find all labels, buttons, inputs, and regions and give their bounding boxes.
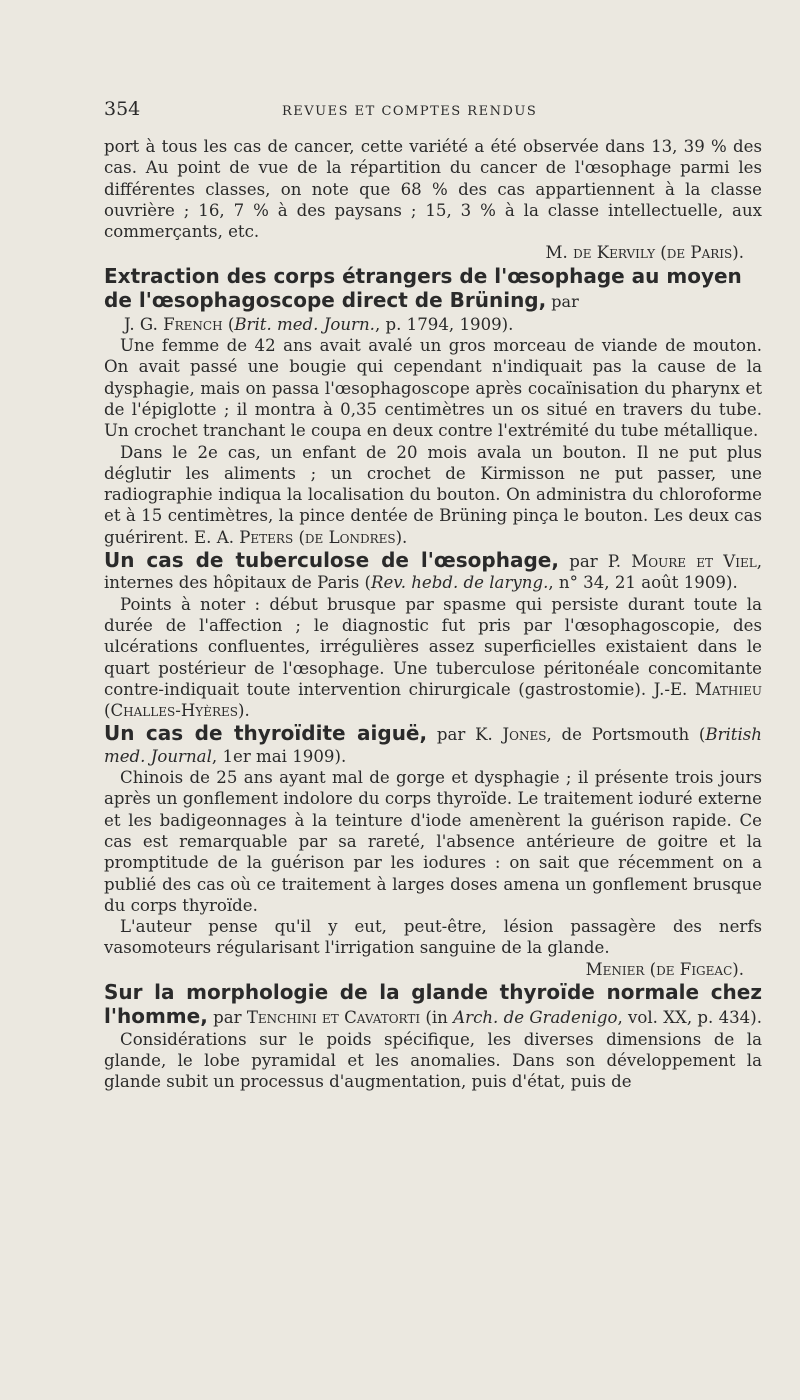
journal-name: Rev. hebd. de laryng. <box>370 573 549 593</box>
article-signature <box>104 959 762 980</box>
title-text: Un cas de tuberculose de l'œsophage, <box>104 548 559 573</box>
citation-rest: (in <box>420 1008 454 1028</box>
article-paragraph: Considérations sur le poids spécifique, les diverses dimensions de la glande, le lobe pyramidal et les anomalies. Dans son développement la glande subit un processus d'augmentation, puis d'état, puis de <box>104 1029 762 1092</box>
citation-rest: , internes des hôpitaux de Paris ( <box>104 552 762 593</box>
paragraph-text: Dans le 2e cas, un enfant de 20 mois avala un bouton. Il ne put plus déglutir les aliments ; un crochet de Kirmisson ne put passer, une radiographie indiqua la localisation du bouton. On administra du chloroforme et à 15 centimètres, la pince dentée de Brüning pinça le bouton. Les deux cas guérirent. <box>104 442 762 547</box>
author: J. G. French <box>124 314 223 334</box>
citation-tail: , vol. XX, p. 434). <box>617 1008 762 1028</box>
signature-text: Menier (de Figeac). <box>585 959 744 979</box>
intro-signature <box>104 242 762 263</box>
article-heading <box>104 721 762 767</box>
article-heading <box>104 980 762 1029</box>
citation-tail: , 1er mai 1909). <box>211 746 347 766</box>
article-paragraph: Chinois de 25 ans ayant mal de gorge et dysphagie ; il présente trois jours après un gonflement indolore du corps thyroïde. Le traitement ioduré externe et les badigeonnages à la teinture d'iode amenèrent la guérison rapide. Ce cas est remarquable par sa rareté, l'absence antérieure de goitre et la promptitude de la guérison par les iodures : on sait que récemment on a publié des cas où ce traitement à larges doses amena un gonflement brusque du corps thyroïde. <box>104 768 762 915</box>
article-paragraph <box>104 594 762 722</box>
author: K. Jones <box>475 725 547 745</box>
article-foreign-body-extraction <box>104 264 762 548</box>
title-text: Extraction des corps étrangers de l'œsophage au moyen de l'œsophagoscope direct de Brüning, <box>104 263 742 312</box>
title-text: Un cas de thyroïdite aiguë, <box>104 721 428 746</box>
page-header <box>104 98 762 124</box>
title-text: Sur la morphologie de la glande thyroïde normale chez l'homme, <box>104 979 762 1029</box>
author: P. Moure et Viel <box>607 552 757 572</box>
article-thyroid-morphology <box>104 980 762 1092</box>
article-signature: J.-E. Mathieu (Challes-Hyères). <box>104 679 762 721</box>
journal-name: British med. Journal <box>104 725 762 766</box>
citation-rest: , p. 1794, 1909). <box>374 314 514 334</box>
article-paragraph: Une femme de 42 ans avait avalé un gros morceau de viande de mouton. On avait passé une bougie qui cependant n'indiquait pas la cause de la dysphagie, mais on passa l'œsophagoscope après cocaïnisation du pharynx et de l'épiglotte ; il montra à 0,35 centimètres un os situé en travers du tube. Un crochet tranchant le coupa en deux contre l'extrémité du tube métallique. <box>104 336 762 441</box>
article-title <box>104 264 762 314</box>
running-head: REVUES ET COMPTES RENDUS <box>282 104 538 119</box>
intro-paragraph: port à tous les cas de cancer, cette variété a été observée dans 13, 39 % des cas. Au point de vue de la répartition du cancer de l'œsophage parmi les différentes classes, on note que 68 % des cas appartiennent à la classe ouvrière ; 16, 7 % à des paysans ; 15, 3 % à la classe intellectuelle, aux commerçants, etc. <box>104 137 762 242</box>
byline-par: par <box>546 291 579 311</box>
article-citation <box>104 314 762 335</box>
article-paragraph <box>104 442 762 548</box>
paragraph-text: Points à noter : début brusque par spasme qui persiste durant toute la durée de l'affection ; le diagnostic fut pris par l'œsophagoscopie, des ulcérations confluentes, irrégulières assez superficielles existaient dans le quart postérieur de l'œsophage. Une tuberculose péritonéale concomitante contre-indiquait toute intervention chirurgicale (gastrostomie). <box>104 594 762 699</box>
article-heading <box>104 548 762 594</box>
page-number: 354 <box>104 98 141 120</box>
citation-open: ( <box>222 314 235 334</box>
citation-tail: , n° 34, 21 août 1909). <box>548 573 738 593</box>
article-esophageal-tuberculosis <box>104 548 762 721</box>
journal-name: Arch. de Gradenigo <box>453 1008 618 1028</box>
byline-par: par <box>207 1008 247 1028</box>
signature-text: M. de Kervily (de Paris). <box>545 243 744 263</box>
byline-par: par <box>558 552 608 572</box>
article-signature: E. A. Peters (de Londres). <box>194 527 408 547</box>
article-acute-thyroiditis <box>104 721 762 980</box>
article-paragraph: L'auteur pense qu'il y eut, peut-être, lésion passagère des nerfs vasomoteurs régularisant l'irrigation sanguine de la glande. <box>104 917 762 958</box>
byline-par: par <box>427 725 476 745</box>
citation-rest: , de Portsmouth ( <box>546 725 706 745</box>
journal-name: Brit. med. Journ. <box>234 314 375 334</box>
author: Tenchini et Cavatorti <box>246 1008 421 1028</box>
